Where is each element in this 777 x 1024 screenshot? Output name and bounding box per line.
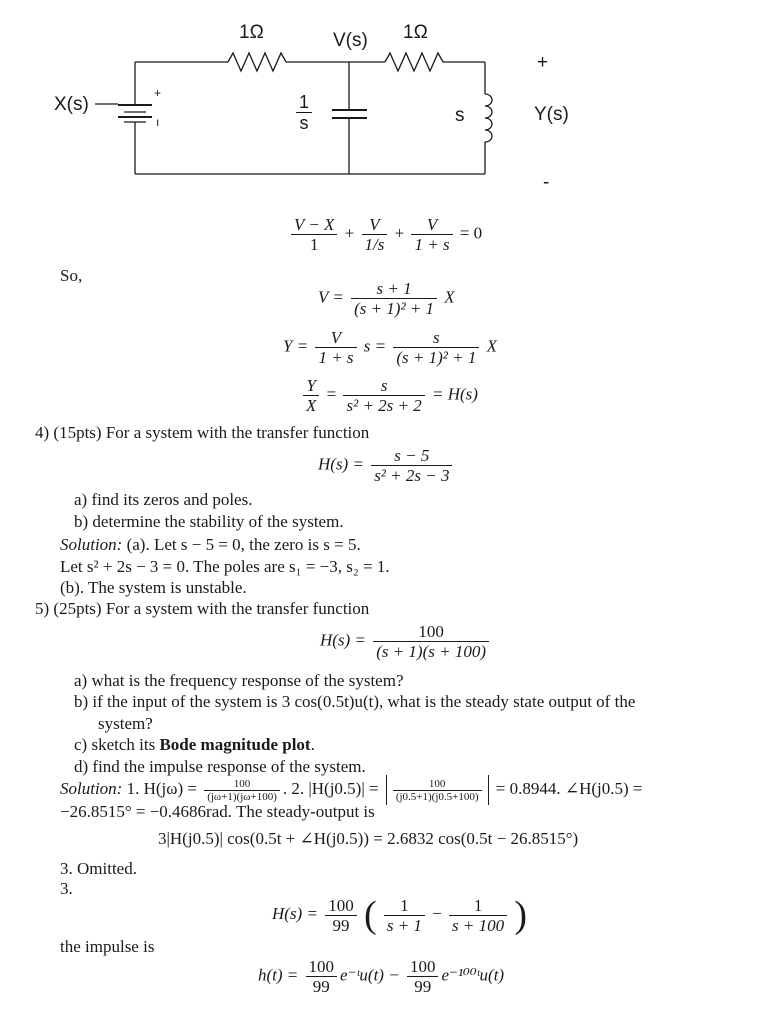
transfer-function-equation: $\frac{Y}{X}$ = $\frac{s}{\text{s² + 2s + 2}}$ = H(s) bbox=[300, 376, 478, 415]
capacitor-label bbox=[296, 92, 312, 133]
problem5-part-b: b) if the input of the system is 3 cos(0.5t)u(t), what is the steady state output of the bbox=[74, 692, 636, 711]
capacitor-label-num: 1 bbox=[298, 92, 309, 112]
problem4-part-b: b) determine the stability of the system. bbox=[74, 512, 344, 531]
problem4-solution-line3: (b). The system is unstable. bbox=[60, 578, 247, 597]
battery-plus-label: + bbox=[154, 86, 162, 100]
omitted-label: 3. Omitted. bbox=[60, 859, 137, 878]
battery-minus-label: ı bbox=[156, 115, 160, 129]
problem4-transfer-function: H(s) = $\frac{s - 5}{\text{s² + 2s − 3}}$ bbox=[318, 446, 455, 485]
steady-state-output-equation: 3|H(j0.5)| cos(0.5t + ∠H(j0.5)) = 2.6832 cos(0.5t − 26.8515°) bbox=[158, 829, 579, 848]
problem5-part-b-cont: system? bbox=[98, 714, 153, 733]
partial-fraction-equation: H(s) = $\frac{100}{99}$ ( $\frac{1}{s + 1}$ − $\frac{1}{s + 100}$ ) bbox=[272, 894, 528, 936]
output-plus-label: + bbox=[537, 52, 549, 73]
problem5-solution-line1: Solution: 1. H(jω) = $\frac{100}{(j\omega+1)(j\omega+100)}$ . 2. |H(j0.5)| = $\frac{100}{(j0.5+1)(j0.5+100)}$ = 0.8944. ∠H(j0.5) = bbox=[60, 775, 643, 805]
step-three-label: 3. bbox=[60, 879, 73, 898]
resistor-1-label: 1Ω bbox=[239, 22, 264, 43]
input-source-label: X(s) bbox=[54, 94, 89, 115]
impulse-response-equation: h(t) = $\frac{100}{99}$ e⁻ᵗu(t) − $\frac{100}{99}$ e⁻¹⁰⁰ᵗu(t) bbox=[258, 957, 505, 996]
problem4-solution-line2: Let s² + 2s − 3 = 0. The poles are s₁ = −3, s₂ = 1. bbox=[60, 557, 390, 576]
v-node-label: V(s) bbox=[333, 30, 368, 51]
resistor-1-symbol bbox=[228, 53, 286, 71]
problem5-header: 5) (25pts) For a system with the transfer function bbox=[35, 599, 370, 618]
problem4-header: 4) (15pts) For a system with the transfer function bbox=[35, 423, 370, 442]
problem5-part-c: c) sketch its Bode magnitude plot. bbox=[74, 735, 315, 754]
output-y-label: Y(s) bbox=[534, 104, 569, 125]
so-label: So, bbox=[60, 266, 83, 285]
node-equation: $\frac{V - X}{1}$ + $\frac{V}{1/s}$ + $\frac{V}{1 + s}$ = 0 bbox=[288, 215, 482, 254]
impulse-label: the impulse is bbox=[60, 937, 155, 956]
resistor-2-label: 1Ω bbox=[403, 22, 428, 43]
problem4-solution-line1: Solution: (a). Let s − 5 = 0, the zero is s = 5. bbox=[60, 535, 361, 554]
problem5-transfer-function: H(s) = $\frac{100}{(s + 1)(s + 100)}$ bbox=[320, 622, 492, 661]
inductor-label: s bbox=[455, 105, 465, 126]
circuit-wires bbox=[0, 0, 777, 200]
problem5-part-d: d) find the impulse response of the system. bbox=[74, 757, 366, 776]
v-solution-equation: V = $\frac{s + 1}{\text{(s + 1)² + 1}}$ X bbox=[318, 279, 455, 318]
y-solution-equation: Y = $\frac{V}{1 + s}$ s = $\frac{s}{\text{(s + 1)² + 1}}$ X bbox=[283, 328, 497, 367]
inductor-symbol bbox=[485, 94, 492, 142]
capacitor-label-den: s bbox=[296, 112, 312, 133]
problem5-part-a: a) what is the frequency response of the system? bbox=[74, 671, 404, 690]
problem5-solution-line2: −26.8515° = −0.4686rad. The steady-output is bbox=[60, 802, 375, 821]
resistor-2-symbol bbox=[385, 53, 443, 71]
output-minus-label: - bbox=[543, 172, 550, 193]
problem4-part-a: a) find its zeros and poles. bbox=[74, 490, 253, 509]
